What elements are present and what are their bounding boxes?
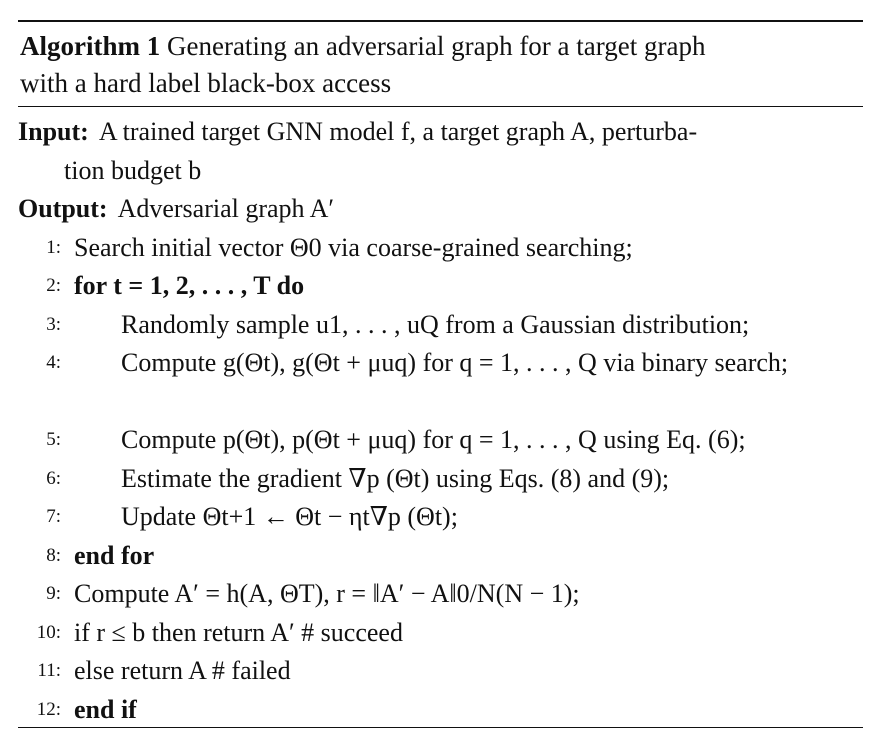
input-label: Input: (18, 117, 89, 146)
step-1 (18, 229, 863, 268)
step-text: Update Θt+1 ← Θt − ηt∇p (Θt); (121, 502, 458, 531)
step-text: end for (74, 540, 155, 570)
algorithm-block (18, 20, 863, 729)
step-2 (18, 267, 863, 306)
step-text: for t = 1, 2, . . . , T do (74, 271, 305, 300)
output-line (18, 190, 863, 229)
algorithm-body (18, 107, 863, 729)
step-text: else return A # failed (74, 656, 291, 685)
line-number: 12: (36, 698, 61, 720)
step-text: Randomly sample u1, . . . , uQ from a Gaussian distribution; (121, 309, 750, 339)
input-line (18, 113, 863, 152)
algorithm-caption (18, 22, 863, 106)
line-number: 1: (46, 236, 61, 258)
caption-title-line2: with a hard label black-box access (20, 68, 392, 98)
step-text: Compute A′ = h(A, ΘT), r = ‖A′ − A‖0/N(N − 1); (74, 579, 580, 608)
step-text: Compute g(Θt), g(Θt + μuq) for q = 1, . . . , Q via binary search; (121, 348, 789, 377)
output-label: Output: (18, 194, 108, 223)
step-text: Compute p(Θt), p(Θt + μuq) for q = 1, . . . , Q using Eq. (6); (121, 425, 746, 454)
line-number: 11: (37, 660, 61, 681)
step-4 (18, 344, 863, 421)
line-number: 9: (46, 583, 61, 604)
step-9 (18, 575, 863, 614)
line-number: 7: (46, 506, 61, 527)
step-8 (18, 537, 863, 576)
input-continuation: tion budget b (64, 155, 202, 185)
line-number: 10: (36, 621, 61, 643)
line-number: 2: (46, 275, 61, 296)
line-number: 8: (46, 544, 61, 566)
step-7 (18, 498, 863, 537)
line-number: 6: (46, 467, 61, 489)
algorithm-label: Algorithm 1 (20, 31, 161, 61)
line-number: 3: (46, 313, 61, 335)
step-text: if r ≤ b then return A′ # succeed (74, 617, 403, 647)
line-number: 5: (46, 429, 61, 450)
step-5 (18, 421, 863, 460)
output-text: Adversarial graph A′ (117, 194, 335, 223)
input-text-line1: A trained target GNN model f, a target graph A, perturba- (98, 117, 698, 146)
bottom-rule (18, 727, 863, 728)
step-10 (18, 614, 863, 653)
step-text: Search initial vector Θ0 via coarse-grained searching; (74, 232, 633, 262)
caption-title-line1: Generating an adversarial graph for a target graph (166, 31, 706, 61)
step-text: Estimate the gradient ∇p (Θt) using Eqs. (8) and (9); (121, 463, 670, 493)
step-text: end if (74, 694, 137, 724)
step-12 (18, 691, 863, 730)
step-11 (18, 652, 863, 691)
step-3 (18, 306, 863, 345)
line-number: 4: (46, 352, 61, 373)
step-6 (18, 460, 863, 499)
